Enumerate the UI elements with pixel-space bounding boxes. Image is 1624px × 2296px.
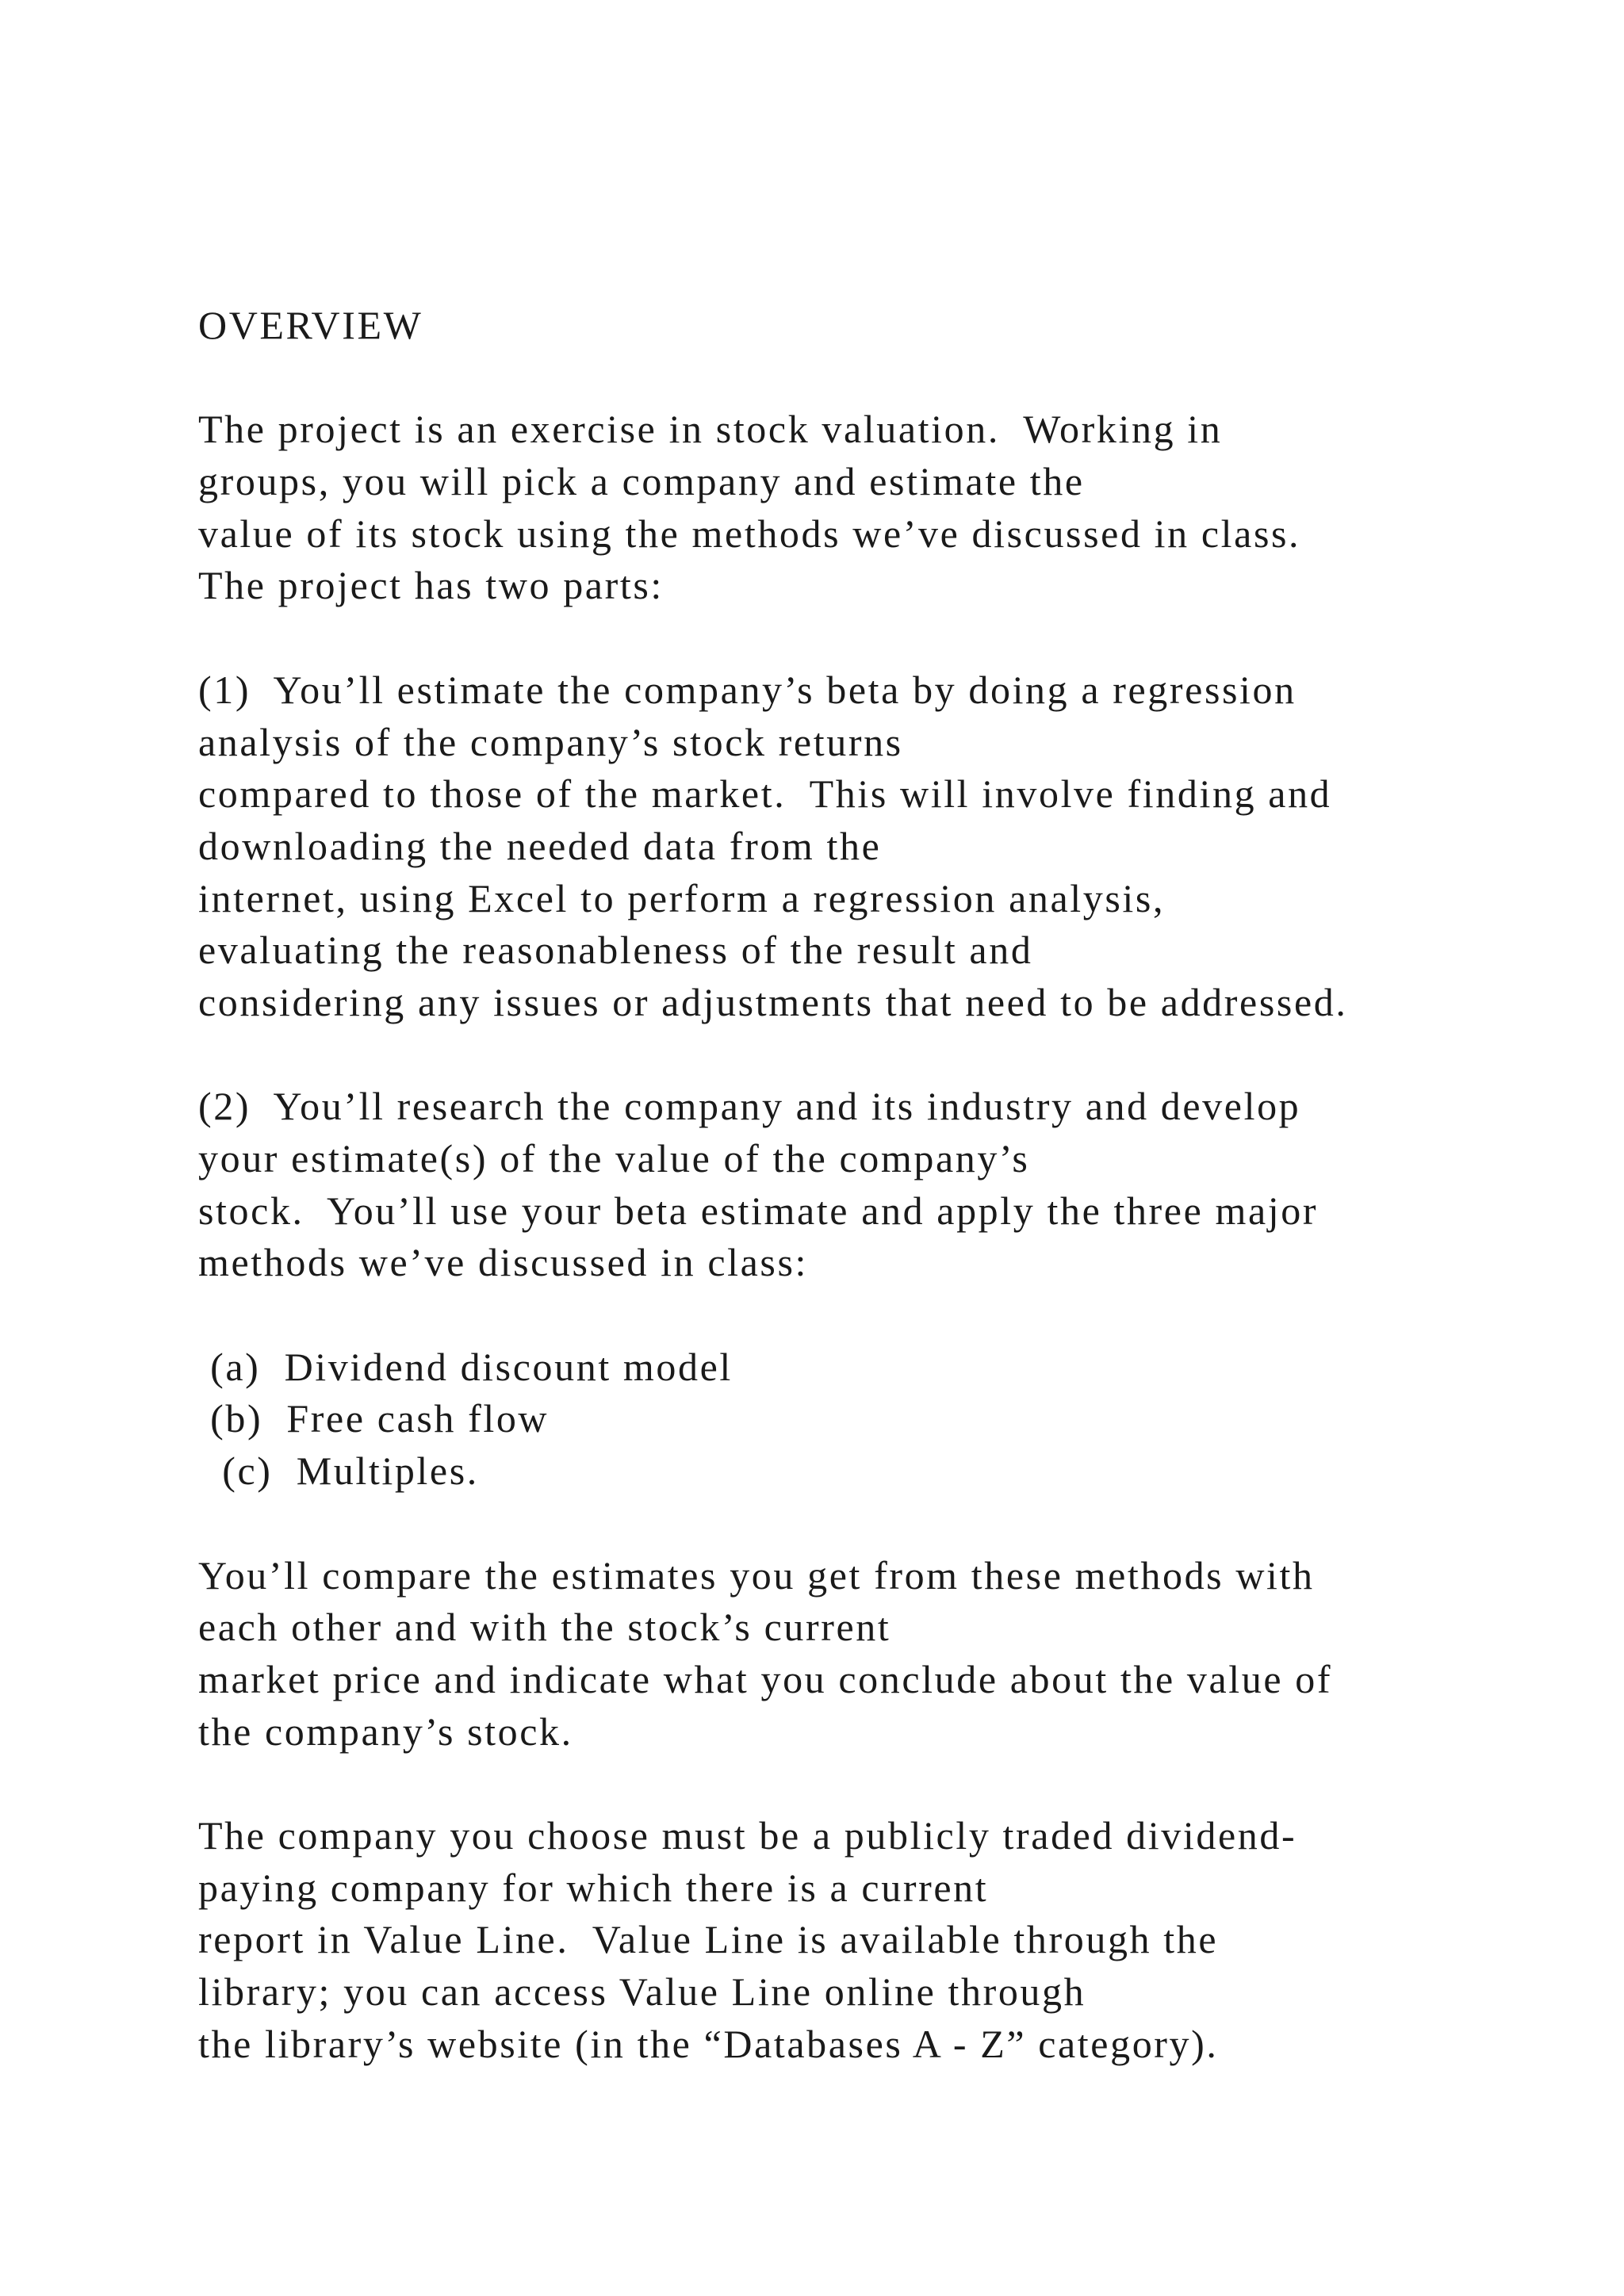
text-line: (2) You’ll research the company and its industry and develop — [198, 1084, 1301, 1129]
text-line: your estimate(s) of the value of the company’s — [198, 1136, 1030, 1181]
list-item: (a) Dividend discount model — [198, 1344, 733, 1389]
text-line: groups, you will pick a company and estimate the — [198, 459, 1085, 504]
text-line: The project has two parts: — [198, 563, 664, 608]
paragraph-spacer — [198, 612, 1594, 664]
text-line: paying company for which there is a current — [198, 1865, 989, 1910]
paragraph-spacer — [198, 352, 1594, 404]
section-heading: OVERVIEW — [198, 303, 423, 347]
text-line: evaluating the reasonableness of the result and — [198, 928, 1033, 973]
text-line: The project is an exercise in stock valuation. Working in — [198, 407, 1223, 452]
text-line: each other and with the stock’s current — [198, 1605, 891, 1650]
text-line: The company you choose must be a publicly traded dividend- — [198, 1812, 1297, 1858]
text-line: the library’s website (in the “Databases A - Z” category). — [198, 2021, 1219, 2066]
paragraph-spacer — [198, 1029, 1594, 1081]
text-line: market price and indicate what you conclude about the value of — [198, 1656, 1333, 1701]
part-two-paragraph — [198, 1081, 1594, 1289]
paragraph-spacer — [198, 1758, 1594, 1810]
text-line: considering any issues or adjustments that need to be addressed. — [198, 979, 1348, 1024]
text-line: library; you can access Value Line online through — [198, 1969, 1086, 2014]
text-line: methods we’ve discussed in class: — [198, 1240, 809, 1285]
text-line: analysis of the company’s stock returns — [198, 719, 903, 764]
intro-paragraph — [198, 404, 1594, 612]
document-body — [198, 300, 1594, 2070]
text-line: You’ll compare the estimates you get from these methods with — [198, 1552, 1315, 1598]
requirement-paragraph — [198, 1810, 1594, 2070]
text-line: downloading the needed data from the — [198, 823, 882, 868]
methods-list — [198, 1341, 1594, 1498]
text-line: value of its stock using the methods we’ve discussed in class. — [198, 511, 1301, 556]
text-line: the company’s stock. — [198, 1709, 573, 1754]
text-line: internet, using Excel to perform a regression analysis, — [198, 875, 1166, 920]
list-item: (b) Free cash flow — [198, 1396, 550, 1441]
comparison-paragraph — [198, 1550, 1594, 1758]
text-line: (1) You’ll estimate the company’s beta by doing a regression — [198, 667, 1297, 712]
text-line: report in Value Line. Value Line is available through the — [198, 1917, 1219, 1962]
paragraph-spacer — [198, 1498, 1594, 1550]
part-one-paragraph — [198, 664, 1594, 1029]
text-line: compared to those of the market. This will involve finding and — [198, 771, 1332, 817]
paragraph-spacer — [198, 1289, 1594, 1341]
list-item: (c) Multiples. — [198, 1448, 479, 1494]
text-line: stock. You’ll use your beta estimate and apply the three major — [198, 1188, 1319, 1233]
